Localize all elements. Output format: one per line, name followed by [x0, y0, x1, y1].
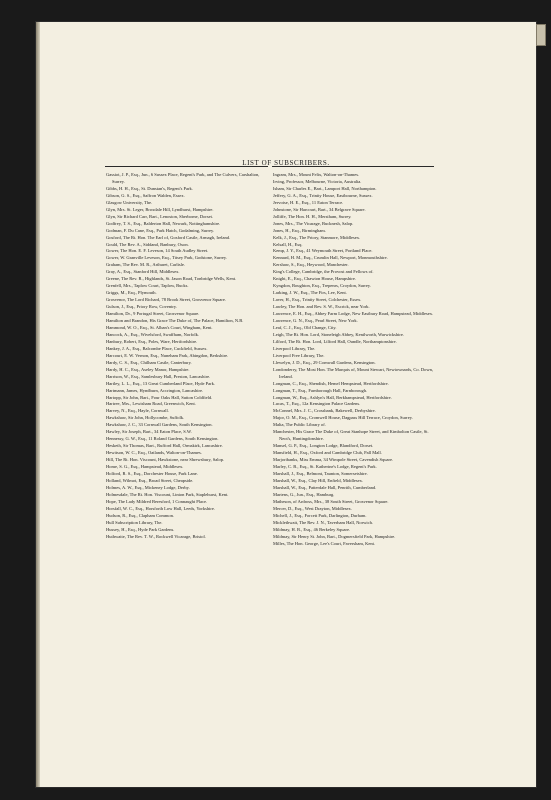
subscriber-entry: Kelk, J., Esq., The Priory, Stanmore, Middlesex. — [273, 234, 361, 240]
subscriber-entry: Harcourt, E. W. Vernon, Esq., Nuneham Park, Abingdon, Berkshire. — [106, 352, 229, 358]
subscriber-entry: Harvey, N., Esq., Hayle, Cornwall. — [106, 408, 169, 414]
subscriber-entry: Holmesdale, The Rt. Hon. Viscount, Linton Park, Staplehurst, Kent. — [106, 491, 229, 497]
subscriber-entry: Hull Subscription Library, The. — [106, 519, 163, 525]
subscriber-entry: Lilford, The Rt. Hon. Lord, Lilford Hall, Oundle, Northamptonshire. — [273, 338, 397, 344]
subscriber-entry: Godfrey, T. S., Esq., Balderton Hall, Newark, Nottinghamshire. — [106, 220, 221, 226]
subscriber-entry: Jeffery, G. A., Esq., Trinity House, Eastbourne, Sussex. — [273, 192, 373, 198]
subscriber-entry: Hawkshaw, J. C., 33 Cornwall Gardens, South Kensington. — [106, 422, 213, 428]
subscriber-entry: Hammond, W. O., Esq., St. Alban's Court, Wingham, Kent. — [106, 324, 213, 330]
subscriber-entry: Graham, The Rev. M. R., Arthuret, Carlisle. — [106, 262, 185, 268]
subscriber-entry: Manchester, His Grace The Duke of, Great Stanhope Street, and Kimbolton Castle, St. Neot's, Huntingdonshire. — [273, 429, 429, 442]
subscriber-entry: Kemp, J. Y., Esq., 41 Weymouth Street, Portland Place. — [273, 248, 373, 254]
subscriber-entry: Milles, The Hon. George, Lee's Court, Faversham, Kent. — [273, 540, 375, 546]
subscriber-entry: Hamilton, Dr., 9 Portugal Street, Grosvenor Square. — [106, 311, 200, 317]
subscriber-entry: Hanbury, Robert, Esq., Poles, Ware, Hertfordshire. — [106, 338, 198, 344]
subscriber-entry: Mildmay, H. B., Esq., 46 Berkeley Square. — [273, 526, 351, 532]
subscriber-entry: Holford, R. S., Esq., Dorchester House, Park Lane. — [106, 470, 198, 476]
subscriber-entry: Holmes, A. W., Esq., Mickeney Lodge, Derby. — [106, 484, 190, 490]
subscriber-entry: Knight, E., Esq., Chawton House, Hampshire. — [273, 276, 356, 282]
subscriber-entry: Leigh, The Rt. Hon. Lord, Stoneleigh Abbey, Kenilworth, Warwickshire. — [273, 331, 405, 337]
subscriber-entry: Johnstone, Sir Harcourt, Bart., 34 Belgrave Square. — [273, 206, 366, 212]
subscriber-entry: Hardy, H. C., Esq., Aseley Manor, Hampshire. — [106, 366, 190, 372]
subscriber-entry: Hawley, Sir Joseph, Bart., 34 Eaton Place, S.W. — [106, 429, 192, 435]
subscriber-entry: Isham, Sir Charles E., Bart., Lamport Hall, Northampton. — [273, 185, 377, 191]
subscriber-entry: Grenfell, Mrs., Taplow Court, Taplow, Bucks. — [106, 283, 189, 289]
subscriber-entry: Grosvenor, The Lord Richard, 78 Brook Street, Grosvenor Square. — [106, 297, 226, 303]
subscriber-entry: Kelsall, H., Esq. — [273, 241, 303, 247]
subscriber-entry: Hankey, J. A., Esq., Balcombe Place, Cuckfield, Sussex. — [106, 345, 208, 351]
subscriber-entry: Glyn, Mrs. St. Leger, Broxdale Hill, Lyndhurst, Hampshire. — [106, 206, 214, 212]
subscriber-entry: Gibson, G. S., Esq., Saffron Walden, Essex. — [106, 192, 185, 198]
subscriber-entry: Hamilton and Brandon, His Grace The Duke of, The Palace, Hamilton, N.B. — [106, 318, 244, 324]
subscriber-entry: Lawley, The Hon. and Rev. S. W., Escrick, near York. — [273, 304, 370, 310]
subscriber-entry: Marshall, W., Esq., Patterdale Hall, Penrith, Cumberland. — [273, 484, 377, 490]
subscriber-entry: Gower, The Hon. E. F. Leveson, 14 South Audley Street. — [106, 248, 209, 254]
subscriber-entry: Ingram, Mrs., Mount Felix, Walton-on-Thames. — [273, 172, 360, 177]
subscriber-entry: Gibbs, H. H., Esq., St. Dunstan's, Regent's Park. — [106, 185, 193, 191]
subscriber-entry: Gassiot, J. P., Esq., Jun., 6 Sussex Place, Regent's Park, and The Culvers, Carshalton, Surrey. — [106, 172, 260, 184]
page-heading: LIST OF SUBSCRIBERS. — [242, 159, 330, 167]
subscriber-entry: Martens, G., Jun., Esq., Hamburg. — [273, 491, 335, 497]
subscriber-entry: Marshall, W., Esq., Clay Hill, Enfield, Middlesex. — [273, 477, 363, 483]
subscriber-entry: Liverpool Library, The. — [273, 345, 316, 351]
subscriber-entry: Mercer, D., Esq., West Drayton, Middlesex. — [273, 505, 352, 511]
subscriber-entry: Gulson, J., Esq., Priory Row, Coventry. — [106, 304, 177, 310]
subscriber-entry: Longman, T., Esq., Farnborough Hall, Farnborough. — [273, 387, 368, 393]
subscriber-entry: Harrison, W., Esq., Samlesbury Hall, Preston, Lancashire. — [106, 373, 211, 379]
subscriber-entry: Micklethwait, The Rev. J. N., Taverham Hall, Norwich. — [273, 519, 373, 525]
subscriber-column-right — [273, 172, 435, 547]
subscriber-entry: Hope, The Lady Mildred Beresford, 1 Connaught Place. — [106, 498, 208, 504]
subscriber-entry: Hardy, C. S., Esq., Chilham Castle, Canterbury. — [106, 359, 192, 365]
subscriber-entry: Holland, Wilmot, Esq., Broad Street, Cheapside. — [106, 477, 194, 483]
subscriber-entry: Hartmann, James, Hyndburn, Accrington, Lancashire. — [106, 387, 204, 393]
subscriber-entry: Llewelyn, J. D., Esq., 29 Cornwall Gardens, Kensington. — [273, 359, 376, 365]
subscriber-entry: Jolliffe, The Hon. H. H., Merstham, Surrey. — [273, 213, 352, 219]
subscriber-entry: Leaf, C. J., Esq., Old Change, City. — [273, 324, 337, 330]
subscriber-entry: Gower, W. Granville Leveson, Esq., Titsey Park, Godstone, Surrey. — [106, 255, 228, 261]
subscriber-entry: Lawrence, E. H., Esq., Abbey Farm Lodge, New Eastbury Road, Hampstead, Middlesex. — [273, 311, 434, 317]
subscriber-entry: Hartley, L. L., Esq., 13 Great Cumberland Place, Hyde Park. — [106, 380, 216, 386]
subscriber-entry: Marshall, J., Esq., Belmont, Taunton, Somersetshire. — [273, 470, 368, 476]
subscriber-entry: Glyn, Sir Richard Carr, Bart., Lenoston, Sherborne, Dorset. — [106, 213, 214, 219]
subscriber-entry: Malta, The Public Library of. — [273, 422, 326, 428]
page-tab-marker — [536, 24, 546, 46]
subscriber-entry: Marley, C. B., Esq., St. Katherine's Lodge, Regent's Park. — [273, 464, 377, 470]
subscriber-entry: McConnel, Mrs. J. C., Crossbank, Bakewell, Derbyshire. — [273, 408, 376, 414]
right-column-rule — [272, 166, 434, 167]
subscriber-entry: Hawkshaw, Sir John, Hollycombe, Suffolk. — [106, 415, 185, 421]
subscriber-entry: Gould, The Rev. A., Siddand, Banbury, Oxon. — [106, 241, 189, 247]
subscriber-entry: Liverpool Free Library, The. — [273, 352, 325, 358]
subscriber-entry: Hussey, H., Esq., Hyde Park Gardens. — [106, 526, 175, 532]
subscriber-entry: Home, S. G., Esq., Hampstead, Middlesex. — [106, 464, 184, 470]
subscriber-entry: Hudson, R., Esq., Clapham Common. — [106, 512, 175, 518]
subscriber-entry: Griggs, M., Esq., Plymouth. — [106, 290, 157, 296]
subscriber-entry: Jones, H., Esq., Birmingham. — [273, 227, 326, 233]
subscriber-entry: Hennessy, G. W., Esq., 11 Roland Gardens, South Kensington. — [106, 436, 219, 442]
subscriber-entry: Hesketh, Sir Thomas, Bart., Rufford Hall, Ormskirk, Lancashire. — [106, 443, 223, 449]
subscriber-entry: Hewitson, W. C., Esq., Oatlands, Walton-on-Thames. — [106, 450, 202, 456]
subscriber-entry: Longman, C., Esq., Shendish, Hemel Hempstead, Hertfordshire. — [273, 380, 389, 386]
subscriber-entry: Larking, J. W., Esq., The Firs, Lee, Kent. — [273, 290, 347, 296]
subscriber-entry: Michell, J., Esq., Forcett Park, Darlington, Durham. — [273, 512, 367, 518]
subscriber-entry: Mansel, G. P., Esq., Longton Lodge, Blandford, Dorset. — [273, 443, 374, 449]
subscriber-entry: Kennard, H. M., Esq., Crumlin Hall, Newport, Monmouthshire. — [273, 255, 388, 261]
subscriber-entry: Jones, Mrs., The Vicarage, Bucknesh, Salop. — [273, 220, 354, 226]
subscriber-entry: Lucas, T., Esq., 12a Kensington Palace Gardens. — [273, 401, 361, 407]
subscriber-entry: King's College, Cambridge, the Provost and Fellows of. — [273, 269, 374, 275]
subscriber-entry: Longman, W., Esq., Ashlyn's Hall, Berkhampstead, Hertfordshire. — [273, 394, 392, 400]
subscriber-entry: Marjoribanks, Miss Emma, 34 Wimpole Street, Cavendish Square. — [273, 457, 394, 463]
subscriber-entry: Mildmay, Sir Henry St. John, Bart., Dogmersfield Park, Hampshire. — [273, 533, 396, 539]
subscriber-entry: Gosford, The Rt. Hon. The Earl of, Gosford Castle, Armagh, Ireland. — [106, 234, 231, 240]
subscriber-entry: Hill, The Rt. Hon. Viscount, Hawkstone, near Shrewsbury, Salop. — [106, 457, 225, 463]
subscriber-entry: Glasgow University, The. — [106, 199, 153, 205]
subscriber-entry: Horsfall, W. C., Esq., Horsforth Low Hall, Leeds, Yorkshire. — [106, 505, 215, 511]
subscriber-entry: Laver, H., Esq., Trinity Street, Colchester, Essex. — [273, 297, 362, 303]
subscriber-entry: Greene, The Rev. R., Highlands, St. Jason Road, Tonbridge Wells, Kent. — [106, 276, 237, 282]
subscriber-entry: Godman, F. Du Cane, Esq., Park Hatch, Godalming, Surrey. — [106, 227, 215, 233]
subscriber-entry: Gray, A., Esq., Stanford Hill, Middlesex. — [106, 269, 180, 275]
page-gutter-shadow — [36, 22, 40, 787]
subscriber-entry: Mansfield, H., Esq., Oxford and Cambridge Club, Pall Mall. — [273, 450, 382, 456]
subscriber-entry: Irving, Professor, Melbourne, Victoria, Australia. — [273, 178, 362, 184]
left-column-rule — [105, 166, 268, 167]
subscriber-entry: Major, O. M., Esq., Cromwell House, Dagpass Hill Terrace, Croydon, Surrey. — [273, 415, 413, 421]
subscriber-entry: Londonderry, The Most Hon. The Marquis of, Mount Stewart, Newtownards, Co. Down, Ireland. — [273, 366, 434, 379]
subscriber-entry: Hartopp, Sir John, Bart., Four Oaks Hall, Sutton Coldfield. — [106, 394, 213, 400]
subscriber-entry: Lawrence, G. N., Esq., Pearl Street, New York. — [273, 318, 358, 324]
subscriber-entry: Hancock, A., Esq., Wivelsford, Swaffham, Norfolk. — [106, 331, 200, 337]
subscriber-column-left — [106, 172, 268, 541]
subscriber-entry: Kyngdon, Boughton, Esq., Trepenrs, Croydon, Surrey. — [273, 283, 371, 289]
subscriber-entry: Matheson, of Ardross, Mrs., 38 South Street, Grosvenor Square. — [273, 498, 389, 504]
subscriber-entry: Hartree, Mrs., Lewisham Road, Greenwich, Kent. — [106, 401, 196, 407]
subscriber-entry: Jervoise, H. E., Esq., 11 Eaton Terrace. — [273, 199, 344, 205]
subscriber-entry: Kershaw, S., Esq., Heywood, Manchester. — [273, 262, 349, 268]
subscriber-entry: Huthwaite, The Rev. T. W., Rockwell Vicarage, Bristol. — [106, 533, 206, 539]
